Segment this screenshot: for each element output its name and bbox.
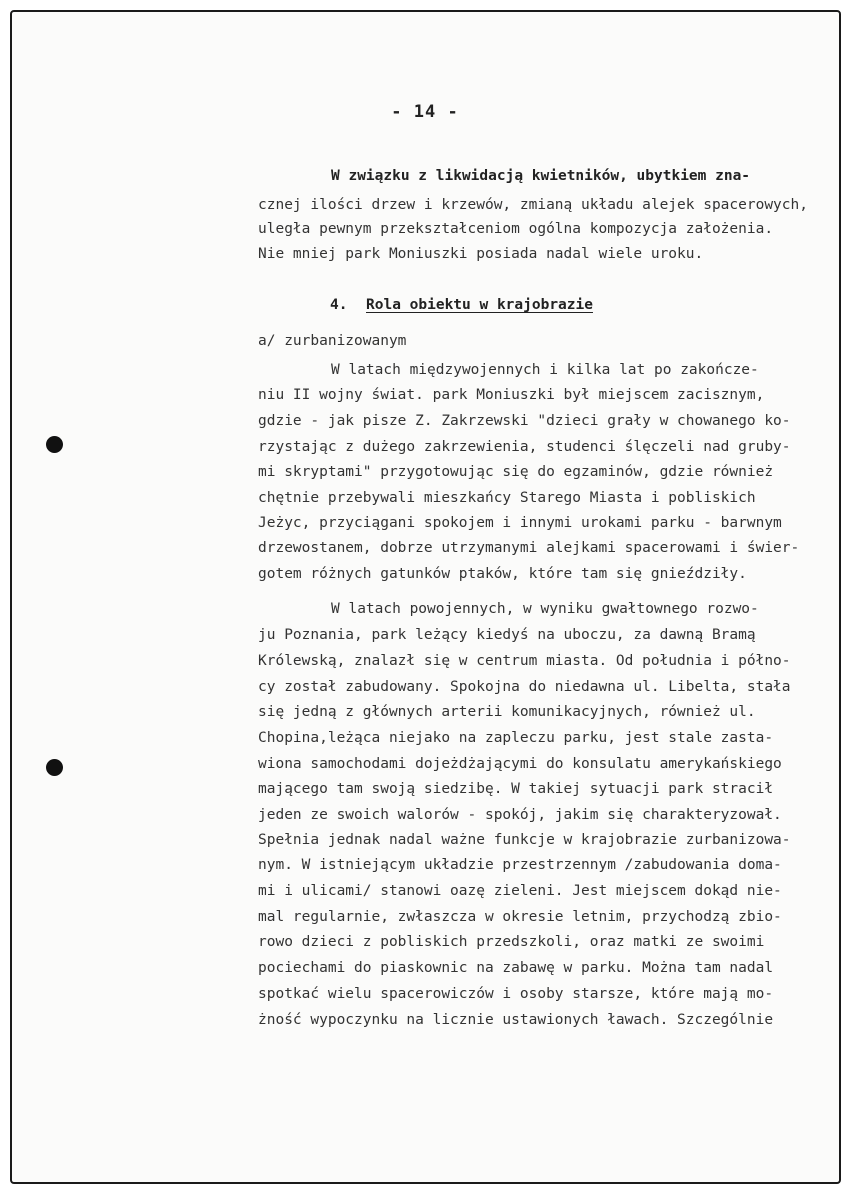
text-line: mającego tam swoją siedzibę. W takiej sytuacji park stracił (258, 781, 774, 797)
text-line: rzystając z dużego zakrzewienia, studenci ślęczeli nad gruby- (258, 439, 791, 455)
text-line: mi i ulicami/ stanowi oazę zieleni. Jest miejscem dokąd nie- (258, 883, 782, 899)
document-page (10, 10, 841, 1184)
text-line: żność wypoczynku na licznie ustawionych ławach. Szczególnie (258, 1012, 774, 1028)
page-number: - 14 - (391, 102, 459, 122)
section-title: Rola obiektu w krajobrazie (366, 297, 593, 313)
section-number: 4. (330, 297, 348, 313)
text-line: Spełnia jednak nadal ważne funkcje w krajobrazie zurbanizowa- (258, 832, 791, 848)
text-line: Królewską, znalazł się w centrum miasta. Od południa i półno- (258, 653, 791, 669)
text-line: W latach międzywojennych i kilka lat po zakończe- (331, 362, 759, 378)
text-line: pociechami do piaskownic na zabawę w parku. Można tam nadal (258, 960, 774, 976)
text-line: cy został zabudowany. Spokojna do niedawna ul. Libelta, stała (258, 679, 791, 695)
text-line: Nie mniej park Moniuszki posiada nadal wiele uroku. (258, 246, 704, 262)
text-line: uległa pewnym przekształceniom ogólna kompozycja założenia. (258, 221, 774, 237)
text-line: rowo dzieci z pobliskich przedszkoli, oraz matki ze swoimi (258, 934, 765, 950)
text-line: drzewostanem, dobrze utrzymanymi alejkami spacerowami i świer- (258, 540, 800, 556)
text-line: jeden ze swoich walorów - spokój, jakim się charakteryzował. (258, 807, 782, 823)
text-line: cznej ilości drzew i krzewów, zmianą układu alejek spacerowych, (258, 197, 808, 213)
text-line: mal regularnie, zwłaszcza w okresie letnim, przychodzą zbio- (258, 909, 782, 925)
text-line: W związku z likwidacją kwietników, ubytkiem zna- (331, 168, 751, 184)
text-line: ju Poznania, park leżący kiedyś na uboczu, za dawną Bramą (258, 627, 756, 643)
text-line: chętnie przebywali mieszkańcy Starego Miasta i pobliskich (258, 490, 756, 506)
text-line: mi skryptami" przygotowując się do egzaminów, gdzie również (258, 464, 774, 480)
punch-hole (46, 759, 63, 776)
text-line: się jedną z głównych arterii komunikacyjnych, również ul. (258, 704, 756, 720)
punch-hole (46, 436, 63, 453)
text-line: gotem różnych gatunków ptaków, które tam się gnieździły. (258, 566, 747, 582)
subsection-title: a/ zurbanizowanym (258, 333, 407, 349)
text-line: gdzie - jak pisze Z. Zakrzewski "dzieci grały w chowanego ko- (258, 413, 791, 429)
text-line: niu II wojny świat. park Moniuszki był miejscem zacisznym, (258, 387, 765, 403)
text-line: wiona samochodami dojeżdżającymi do konsulatu amerykańskiego (258, 756, 782, 772)
text-line: W latach powojennych, w wyniku gwałtownego rozwo- (331, 601, 759, 617)
text-line: Jeżyc, przyciągani spokojem i innymi urokami parku - barwnym (258, 515, 782, 531)
text-line: spotkać wielu spacerowiczów i osoby starsze, które mają mo- (258, 986, 774, 1002)
text-line: nym. W istniejącym układzie przestrzennym /zabudowania doma- (258, 857, 782, 873)
text-line: Chopina,leżąca niejako na zapleczu parku, jest stale zasta- (258, 730, 774, 746)
